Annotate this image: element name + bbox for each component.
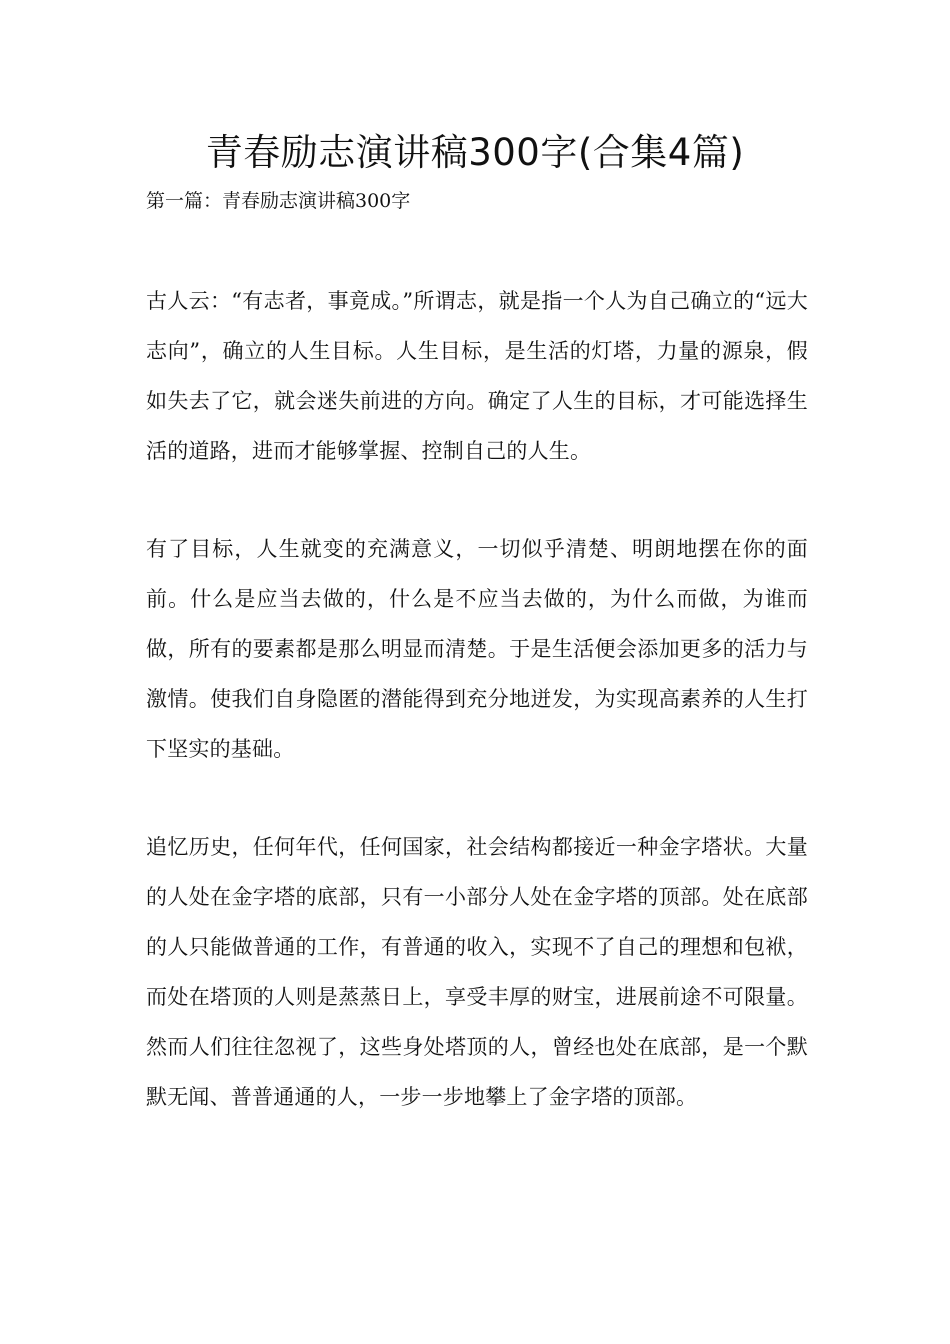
section-heading: 第一篇：青春励志演讲稿300字 (146, 190, 411, 212)
paragraph-3: 追忆历史，任何年代，任何国家，社会结构都接近一种金字塔状。大量的人处在金字塔的底部，只有一小部分人处在金字塔的顶部。处在底部的人只能做普通的工作，有普通的收入，实现不了自己的理想和包袱，而处在塔顶的人则是蒸蒸日上，享受丰厚的财宝，进展前途不可限量。然而人们往往忽视了，这些身处塔顶的人，曾经也处在底部，是一个默默无闻、普普通通的人，一步一步地攀上了金字塔的顶部。 (146, 835, 808, 1109)
paragraph-2: 有了目标，人生就变的充满意义，一切似乎清楚、明朗地摆在你的面前。什么是应当去做的，什么是不应当去做的，为什么而做，为谁而做，所有的要素都是那么明显而清楚。于是生活便会添加更多的活力与激情。使我们自身隐匿的潜能得到充分地迸发，为实现高素养的人生打下坚实的基础。 (146, 537, 808, 761)
paragraph-1: 古人云：“有志者，事竟成。”所谓志，就是指一个人为自己确立的“远大志向”，确立的人生目标。人生目标，是生活的灯塔，力量的源泉，假如失去了它，就会迷失前进的方向。确定了人生的目标，才可能选择生活的道路，进而才能够掌握、控制自己的人生。 (146, 289, 808, 463)
document-title: 青春励志演讲稿300字(合集4篇) (205, 131, 745, 174)
